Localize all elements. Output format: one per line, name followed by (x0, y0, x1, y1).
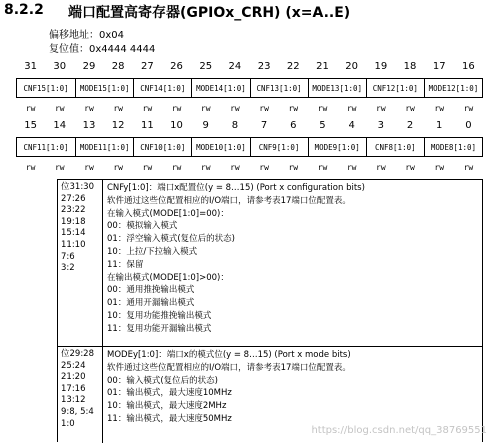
mode-bit-positions-item: 9:8, 5:4 (61, 406, 94, 417)
access-row-high-item: rw (84, 104, 94, 113)
access-row-high-item: rw (288, 104, 299, 113)
cnf-bit-positions-item: 19:18 (61, 216, 86, 227)
mode-bit-positions-item: 25:24 (61, 360, 86, 371)
access-row-low (16, 163, 483, 172)
bit-numbers-high-item: 23 (257, 61, 271, 72)
cnf-bit-positions-item: 27:26 (61, 193, 86, 204)
mode-description-text-item: 00：输入模式(复位后的状态) (107, 375, 218, 386)
mode-description-text (107, 347, 482, 426)
register-fields-low-item: MODE8[1:0] (424, 138, 482, 156)
access-row-high-item: rw (317, 104, 328, 113)
register-fields-low-item: CNF11[1:0] (23, 142, 69, 152)
register-fields-high-item: MODE13[1:0] (308, 79, 366, 97)
cnf-description-text-item: 11：复用功能开漏输出模式 (107, 323, 212, 334)
cnf-description-text-item: 软件通过这些位配置相应的I/O端口，请参考表17端口位配置表。 (107, 195, 351, 206)
bit-numbers-high-item: 30 (53, 61, 67, 72)
access-row-low-item: rw (230, 163, 240, 172)
bit-numbers-low-item: 7 (260, 120, 268, 131)
cnf-description-text-item: 在输入模式(MODE[1:0]=00)： (107, 208, 229, 219)
access-row-low-item: rw (346, 163, 357, 172)
bit-numbers-high-item: 27 (140, 61, 154, 72)
register-fields-low-item: CNF10[1:0] (133, 138, 191, 156)
bit-numbers-high (16, 61, 483, 72)
bit-numbers-low (16, 120, 483, 131)
bit-description-table (57, 179, 483, 442)
mode-bit-positions-item: 17:16 (61, 383, 86, 394)
bit-numbers-low-item: 10 (170, 120, 183, 131)
access-row-high-item: rw (200, 104, 211, 113)
mode-bit-positions-item: 1:0 (61, 418, 75, 429)
access-row-low-item: rw (200, 163, 211, 172)
bit-numbers-high-item: 19 (374, 61, 388, 72)
access-row-low-item: rw (259, 163, 269, 172)
access-row-low-item: rw (113, 163, 123, 172)
bit-numbers-high-item: 28 (111, 61, 125, 72)
cnf-description-text-item: 00：通用推挽输出模式 (107, 285, 195, 296)
cnf-description-text-item: 01：浮空输入模式(复位后的状态) (107, 234, 235, 245)
cnf-description-text-item: 10：上拉/下拉输入模式 (107, 246, 198, 257)
access-row-high-item: rw (259, 104, 269, 113)
mode-bit-positions-item: 21:20 (61, 372, 86, 383)
access-row-high-item: rw (376, 104, 386, 113)
bit-numbers-high-item: 16 (462, 61, 475, 72)
cnf-bit-positions-item: 23:22 (61, 205, 86, 216)
mode-bit-positions-item: 13:12 (61, 395, 86, 406)
cnf-description-text-item: 11：保留 (107, 259, 144, 270)
access-row-high-item: rw (171, 104, 182, 113)
bit-numbers-high-item: 20 (345, 61, 359, 72)
page-title: 端口配置高寄存器(GPIOx_CRH) (x=A..E) (68, 5, 351, 21)
cnf-description-text-item: 01：通用开漏输出模式 (107, 298, 195, 309)
register-fields-high-item: MODE15[1:0] (75, 79, 133, 97)
cnf-description-text-item: CNFy[1:0]：端口x配置位(y = 8…15) (Port x configuration bits) (107, 183, 365, 193)
mode-description-text-item: MODEy[1:0]：端口x的模式位(y = 8…15) (Port x mode bits) (107, 350, 351, 360)
register-fields-high (16, 78, 483, 98)
mode-bit-positions (58, 347, 103, 443)
register-fields-low-item: CNF9[1:0] (250, 138, 308, 156)
bit-numbers-high-item: 29 (82, 61, 96, 72)
cnf-description-text-item: 00：模拟输入模式 (107, 221, 178, 232)
cnf-bit-positions-item: 位31:30 (61, 182, 94, 192)
bit-numbers-low-item: 13 (82, 120, 96, 131)
bit-numbers-high-item: 26 (170, 61, 183, 72)
bit-numbers-high-item: 25 (199, 61, 213, 72)
cnf-description-text-item: 10：复用功能推挽输出模式 (107, 310, 212, 321)
bit-numbers-low-item: 14 (53, 120, 67, 131)
register-fields-low-item: MODE9[1:0] (308, 138, 366, 156)
cnf-bit-positions (58, 180, 103, 346)
bit-numbers-low-item: 15 (24, 120, 37, 131)
bit-numbers-low-item: 5 (319, 120, 326, 131)
cnf-bit-positions-item: 11:10 (61, 239, 86, 250)
watermark: https://blog.csdn.net/qq_38769551 (311, 425, 487, 436)
cnf-bit-positions-item: 3:2 (61, 263, 75, 274)
mode-description-text-item: 01：输出模式，最大速度10MHz (107, 388, 232, 399)
access-row-low-item: rw (142, 163, 153, 172)
reset-value: 复位值：0x4444 4444 (49, 44, 156, 55)
register-fields-high-item: MODE14[1:0] (191, 79, 249, 97)
bit-numbers-low-item: 1 (436, 120, 443, 131)
register-fields-high-item: MODE12[1:0] (424, 79, 482, 97)
mode-description-text-item: 10：输出模式，最大速度2MHz (107, 401, 227, 412)
section-number: 8.2.2 (4, 2, 44, 18)
cnf-description-text (107, 180, 482, 336)
access-row-low-item: rw (434, 163, 445, 172)
bit-numbers-high-item: 31 (24, 61, 37, 72)
access-row-high-item: rw (405, 104, 415, 113)
mode-description-text-item: 11：输出模式，最大速度50MHz (107, 413, 232, 424)
bit-numbers-low-item: 2 (406, 120, 414, 131)
bit-numbers-high-item: 21 (316, 61, 329, 72)
bit-numbers-high-item: 24 (228, 61, 242, 72)
access-row-low-item: rw (25, 163, 36, 172)
access-row-low-item: rw (317, 163, 328, 172)
access-row-high-item: rw (113, 104, 123, 113)
access-row-low-item: rw (171, 163, 182, 172)
access-row-high (16, 104, 483, 113)
register-fields-low-item: MODE11[1:0] (75, 138, 133, 156)
access-row-low-item: rw (463, 163, 474, 172)
access-row-low-item: rw (54, 163, 65, 172)
access-row-low-item: rw (405, 163, 415, 172)
access-row-high-item: rw (434, 104, 445, 113)
register-fields-low-item: MODE10[1:0] (191, 138, 249, 156)
access-row-high-item: rw (230, 104, 240, 113)
bit-numbers-low-item: 9 (202, 120, 209, 131)
register-fields-high-item: CNF13[1:0] (250, 79, 308, 97)
bit-numbers-high-item: 18 (403, 61, 417, 72)
cnf-bit-positions-item: 7:6 (61, 251, 75, 262)
access-row-high-item: rw (346, 104, 357, 113)
register-fields-high-item: CNF12[1:0] (366, 79, 424, 97)
register-fields-low-item: CNF8[1:0] (366, 138, 424, 156)
bit-numbers-low-item: 11 (140, 120, 154, 131)
access-row-high-item: rw (54, 104, 65, 113)
bit-numbers-high-item: 17 (432, 61, 446, 72)
register-fields-high-item: CNF14[1:0] (133, 79, 191, 97)
bit-numbers-low-item: 4 (348, 120, 355, 131)
access-row-high-item: rw (463, 104, 474, 113)
bit-numbers-low-item: 6 (290, 120, 297, 131)
bit-numbers-low-item: 12 (111, 120, 125, 131)
access-row-low-item: rw (84, 163, 94, 172)
register-fields-low (16, 137, 483, 157)
bit-numbers-low-item: 8 (231, 120, 239, 131)
access-row-high-item: rw (25, 104, 36, 113)
offset-address: 偏移地址：0x04 (49, 30, 125, 41)
cnf-description-row (58, 180, 482, 347)
bit-numbers-low-item: 3 (377, 120, 385, 131)
bit-numbers-low-item: 0 (465, 120, 472, 131)
cnf-bit-positions-item: 15:14 (61, 228, 86, 239)
access-row-low-item: rw (288, 163, 299, 172)
mode-bit-positions-item: 位29:28 (61, 349, 94, 359)
access-row-low-item: rw (376, 163, 386, 172)
access-row-high-item: rw (142, 104, 153, 113)
bit-numbers-high-item: 22 (286, 61, 300, 72)
mode-description-text-item: 软件通过这些位配置相应的I/O端口，请参考表17端口位配置表。 (107, 362, 351, 373)
cnf-description-text-item: 在输出模式(MODE[1:0]>00)： (107, 272, 229, 283)
register-fields-high-item: CNF15[1:0] (23, 83, 69, 93)
